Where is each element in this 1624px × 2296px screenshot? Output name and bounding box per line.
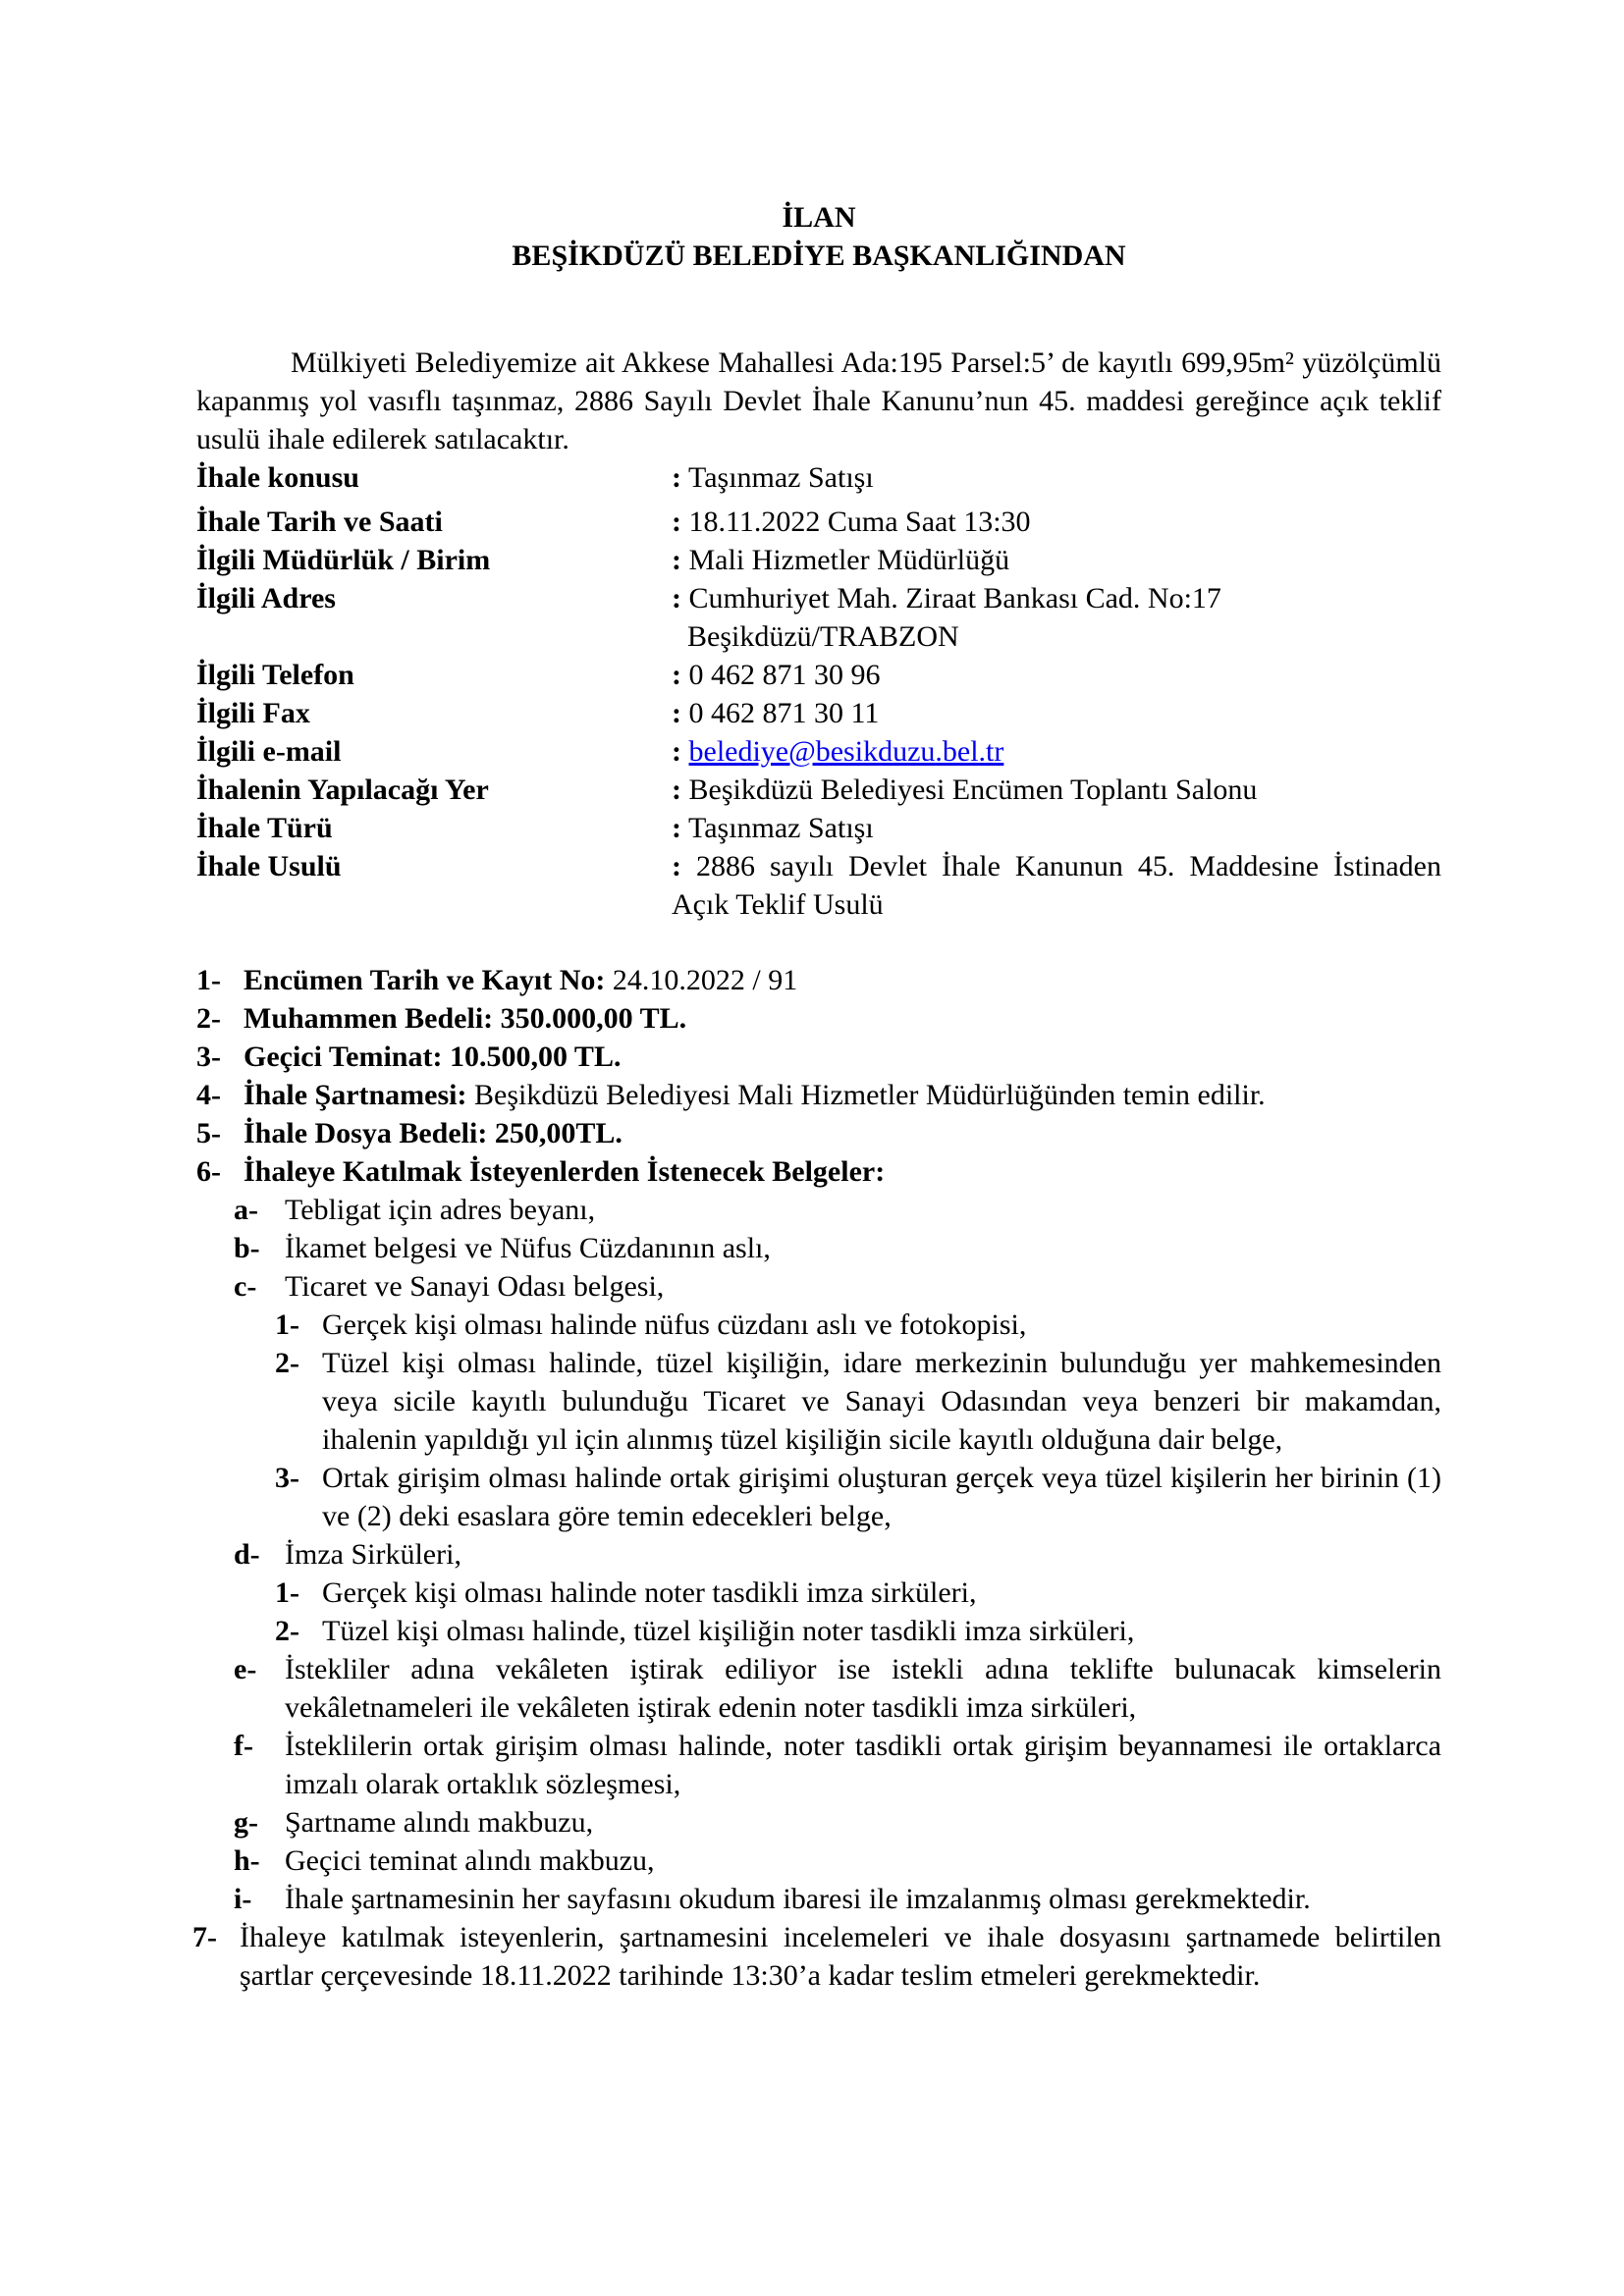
doc-item-c3 <box>196 1459 1441 1535</box>
doc-subnumber: 1- <box>275 1308 299 1341</box>
doc-letter: i- <box>234 1883 252 1915</box>
detail-colon: : <box>672 812 681 844</box>
doc-text: Tüzel kişi olması halinde, tüzel kişiliğin noter tasdikli imza sirküleri, <box>322 1615 1135 1647</box>
doc-text: Geçici teminat alındı makbuzu, <box>285 1844 655 1877</box>
doc-text: Gerçek kişi olması halinde noter tasdikli imza sirküleri, <box>322 1576 977 1609</box>
doc-item-h <box>196 1842 1441 1880</box>
detail-colon: : <box>672 582 681 614</box>
detail-colon: : <box>672 774 681 806</box>
doc-text: İsteklilerin ortak girişim olması halinde, noter tasdikli ortak girişim beyannamesi ile ortaklarca imzalı olarak ortaklık sözleşmesi, <box>285 1730 1441 1800</box>
detail-key: İlgili Müdürlük / Birim <box>196 544 491 576</box>
list-text: 24.10.2022 / 91 <box>605 964 798 996</box>
doc-item-i <box>196 1880 1441 1918</box>
detail-row-type <box>196 809 1441 847</box>
doc-letter: f- <box>234 1730 253 1762</box>
list-text: Beşikdüzü Belediyesi Mali Hizmetler Müdürlüğünden temin edilir. <box>466 1079 1266 1111</box>
detail-row-venue <box>196 771 1441 809</box>
list-label: İhale Dosya Bedeli: 250,00TL. <box>244 1117 623 1149</box>
doc-text: Tebligat için adres beyanı, <box>285 1194 596 1226</box>
detail-row-date <box>196 503 1441 541</box>
detail-key: İlgili Telefon <box>196 659 354 691</box>
doc-text: Ortak girişim olması halinde ortak girişimi oluşturan gerçek veya tüzel kişilerin her birinin (1) ve (2) deki esaslara göre temin edecekleri belge, <box>322 1462 1441 1532</box>
list-label: Muhammen Bedeli: 350.000,00 TL. <box>244 1002 687 1035</box>
doc-text: Ticaret ve Sanayi Odası belgesi, <box>285 1270 665 1303</box>
list-label: İhaleye Katılmak İsteyenlerden İstenecek Belgeler: <box>244 1155 886 1188</box>
doc-text: Gerçek kişi olması halinde nüfus cüzdanı aslı ve fotokopisi, <box>322 1308 1027 1341</box>
detail-value: 2886 sayılı Devlet İhale Kanunun 45. Maddesine İstinaden Açık Teklif Usulü <box>672 850 1441 921</box>
doc-letter: c- <box>234 1270 257 1303</box>
document-title: İLAN <box>782 201 856 234</box>
list-number: 6- <box>196 1155 221 1188</box>
list-item-6 <box>196 1152 1441 1191</box>
detail-key: İlgili e-mail <box>196 735 342 768</box>
list-number: 3- <box>196 1041 221 1073</box>
doc-item-c <box>196 1267 1441 1306</box>
doc-subnumber: 2- <box>275 1347 299 1379</box>
detail-key: İhale konusu <box>196 461 359 494</box>
list-label: Geçici Teminat: 10.500,00 TL. <box>244 1041 622 1073</box>
detail-key: İhalenin Yapılacağı Yer <box>196 774 489 806</box>
detail-value: Mali Hizmetler Müdürlüğü <box>688 544 1010 576</box>
detail-value: Taşınmaz Satışı <box>687 461 874 494</box>
doc-text: İmza Sirküleri, <box>285 1538 461 1571</box>
doc-subnumber: 3- <box>275 1462 299 1494</box>
detail-row-address <box>196 579 1441 656</box>
detail-value-continued: Beşikdüzü/TRABZON <box>687 620 959 653</box>
list-number: 1- <box>196 964 221 996</box>
doc-item-d1 <box>196 1574 1441 1612</box>
detail-colon: : <box>672 850 681 882</box>
detail-key: İhale Tarih ve Saati <box>196 506 443 538</box>
doc-letter: d- <box>234 1538 260 1571</box>
detail-value: 0 462 871 30 96 <box>688 659 881 691</box>
detail-value: Cumhuriyet Mah. Ziraat Bankası Cad. No:17 <box>688 582 1221 614</box>
doc-letter: g- <box>234 1806 258 1839</box>
detail-row-subject <box>196 458 1441 497</box>
doc-item-f <box>196 1727 1441 1803</box>
detail-row-department <box>196 541 1441 579</box>
detail-key: İlgili Adres <box>196 582 336 614</box>
doc-subnumber: 2- <box>275 1615 299 1647</box>
list-number: 4- <box>196 1079 221 1111</box>
doc-text: İhale şartnamesinin her sayfasını okudum ibaresi ile imzalanmış olması gerekmektedir. <box>285 1883 1311 1915</box>
detail-colon: : <box>672 659 681 691</box>
detail-value: 18.11.2022 Cuma Saat 13:30 <box>688 506 1031 538</box>
list-label: İhale Şartnamesi: <box>244 1079 467 1111</box>
list-text: İhaleye katılmak isteyenlerin, şartnamesini incelemeleri ve ihale dosyasını şartnamede belirtilen şartlar çerçevesinde 18.11.2022 tarihinde 13:30’a kadar teslim etmeleri gerekmektedir. <box>240 1921 1441 1992</box>
detail-row-method <box>196 847 1441 924</box>
detail-row-phone <box>196 656 1441 694</box>
doc-item-b <box>196 1229 1441 1267</box>
doc-item-c1 <box>196 1306 1441 1344</box>
list-number: 7- <box>192 1921 217 1953</box>
email-link[interactable]: belediye@besikduzu.bel.tr <box>688 735 1004 768</box>
document-subtitle: BEŞİKDÜZÜ BELEDİYE BAŞKANLIĞINDAN <box>512 240 1126 272</box>
doc-item-e <box>196 1650 1441 1727</box>
list-item-4 <box>196 1076 1441 1114</box>
list-number: 2- <box>196 1002 221 1035</box>
intro-paragraph: Mülkiyeti Belediyemize ait Akkese Mahallesi Ada:195 Parsel:5’ de kayıtlı 699,95m² yüzölçümlü kapanmış yol vasıflı taşınmaz, 2886 Sayılı Devlet İhale Kanunu’nun 45. maddesi gereğince açık teklif usulü ihale edilerek satılacaktır. <box>196 347 1441 455</box>
spacer <box>196 275 1441 344</box>
doc-letter: b- <box>234 1232 260 1264</box>
doc-item-a <box>196 1191 1441 1229</box>
doc-item-c2 <box>196 1344 1441 1459</box>
detail-value: Taşınmaz Satışı <box>687 812 874 844</box>
doc-text: Tüzel kişi olması halinde, tüzel kişiliğin, idare merkezinin bulunduğu yer mahkemesinden veya sicile kayıtlı bulunduğu Ticaret ve Sanayi Odasından veya benzeri bir makamdan, ihalenin yapıldığı yıl için alınmış tüzel kişiliğin sicile kayıtlı olduğuna dair belge, <box>322 1347 1441 1456</box>
spacer <box>196 924 1441 961</box>
doc-letter: a- <box>234 1194 258 1226</box>
doc-text: Şartname alındı makbuzu, <box>285 1806 594 1839</box>
list-item-1 <box>196 961 1441 999</box>
doc-item-g <box>196 1803 1441 1842</box>
list-item-3 <box>196 1038 1441 1076</box>
detail-colon: : <box>672 697 681 729</box>
list-label: Encümen Tarih ve Kayıt No: <box>244 964 606 996</box>
detail-row-email <box>196 732 1441 771</box>
detail-colon: : <box>672 506 681 538</box>
list-item-5 <box>196 1114 1441 1152</box>
doc-item-d2 <box>196 1612 1441 1650</box>
doc-subnumber: 1- <box>275 1576 299 1609</box>
detail-key: İhale Usulü <box>196 850 342 882</box>
detail-colon: : <box>672 735 681 768</box>
detail-colon: : <box>672 461 681 494</box>
detail-value: Beşikdüzü Belediyesi Encümen Toplantı Salonu <box>688 774 1258 806</box>
list-item-2 <box>196 999 1441 1038</box>
doc-text: İstekliler adına vekâleten iştirak ediliyor ise istekli adına teklifte bulunacak kimselerin vekâletnameleri ile vekâleten iştirak edenin noter tasdikli imza sirküleri, <box>285 1653 1441 1724</box>
detail-value: 0 462 871 30 11 <box>688 697 880 729</box>
doc-letter: e- <box>234 1653 257 1685</box>
detail-key: İlgili Fax <box>196 697 310 729</box>
doc-text: İkamet belgesi ve Nüfus Cüzdanının aslı, <box>285 1232 771 1264</box>
detail-key: İhale Türü <box>196 812 333 844</box>
list-number: 5- <box>196 1117 221 1149</box>
list-item-7 <box>192 1918 1441 1995</box>
doc-letter: h- <box>234 1844 260 1877</box>
detail-row-fax <box>196 694 1441 732</box>
detail-colon: : <box>672 544 681 576</box>
doc-item-d <box>196 1535 1441 1574</box>
